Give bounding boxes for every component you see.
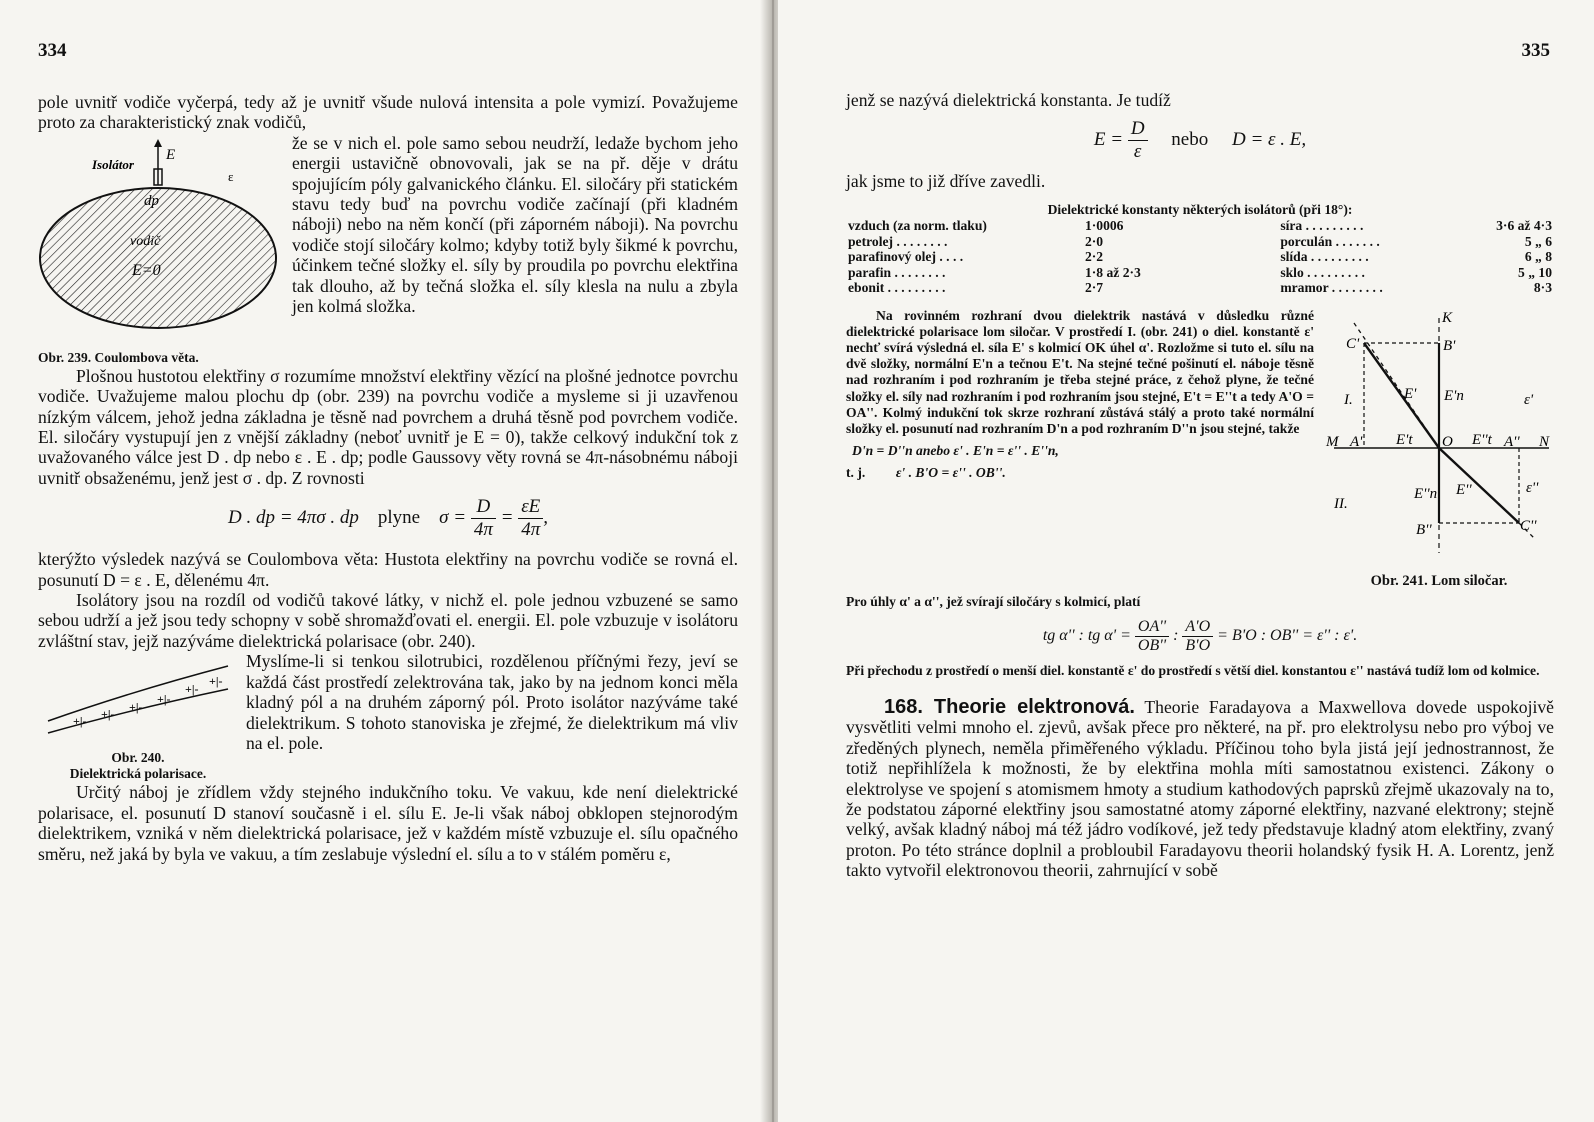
fig239-caption: Obr. 239. Coulombova věta. — [38, 349, 199, 365]
table-cell: petrolej . . . . . . . . — [848, 233, 948, 249]
svg-text:+|-: +|- — [185, 682, 199, 697]
paragraph: Při přechodu z prostředí o menší diel. konstantě ε' do prostředí s větší diel. konstantou ε'' nastává tudíž lom od kolmice. — [846, 662, 1540, 678]
table-cell: porculán . . . . . . . — [1280, 233, 1380, 249]
label-En2: E''n — [1414, 485, 1438, 502]
svg-text:+|-: +|- — [157, 692, 171, 707]
figure-239 — [38, 133, 278, 366]
equation-normal: D'n = D''n anebo ε' . E'n = ε'' . E''n, — [852, 443, 1059, 459]
label-K: K — [1442, 309, 1453, 326]
label-isolator: Isolátor — [92, 156, 134, 172]
table-title: Dielektrické konstanty některých isolátorů (při 18°): — [1047, 201, 1353, 217]
label-M: M — [1326, 433, 1339, 450]
label-A1: A' — [1350, 433, 1363, 450]
table-cell: slída . . . . . . . . . — [1280, 249, 1369, 265]
fig239-block — [38, 133, 738, 366]
label-En1: E'n — [1444, 387, 1464, 404]
paragraph: Určitý náboj je zřídlem vždy stejného indukčního toku. Ve vakuu, kde není dielektrické polarisace, el. posunutí D stanoví současně i el. sílu E. Je-li však náboj obklopen stejnorodým dielektrikem, vzniká v něm dielektrická polarisace, jež v každém místě vzbuzuje el. sílu opačného směru, než jaká by byla ve vakuu, a tím zeslabuje výslední el. sílu a to v stálém poměru ε, — [38, 782, 738, 864]
paragraph: Pro úhly α' a α'', jež svírají siločáry s kolmicí, platí — [846, 593, 1141, 609]
table-cell: 5 „ 6 — [1524, 233, 1552, 249]
paragraph: Myslíme-li si tenkou silotrubici, rozdělenou příčnými řezy, jeví se každá část prostředí zelektrována tak, jako by na jednom konci měla kladný pól a na druhém záporný pól. Proto isolátor nazýváme také dielektrikum. S tohoto stanoviska je zřejmé, že dielektrikum má vliv na el. pole. — [246, 651, 738, 753]
svg-text:+|-: +|- — [209, 674, 223, 689]
fig240-block — [38, 651, 738, 782]
dielectric-constants-table — [846, 218, 1554, 296]
fig241-block — [846, 308, 1554, 590]
fig241-caption: Obr. 241. Lom siločar. — [1370, 572, 1508, 589]
table-cell: sklo . . . . . . . . . — [1280, 264, 1365, 280]
table-cell: 2·7 — [1084, 280, 1104, 296]
equation-tj: t. j. ε' . B'O = ε'' . OB''. — [846, 465, 1006, 481]
table-cell: 6 „ 8 — [1524, 249, 1552, 265]
paragraph: pole uvnitř vodiče vyčerpá, tedy až je uvnitř všude nulová intensita a pole vymizí. Považujeme proto za charakteristický znak vodičů, — [38, 92, 738, 133]
label-C2: C'' — [1520, 517, 1537, 534]
page-number-right: 335 — [1521, 40, 1550, 61]
label-eps2: ε'' — [1526, 479, 1539, 496]
table-cell: 1·0006 — [1084, 218, 1124, 234]
label-E0: E=0 — [132, 261, 161, 279]
table-cell: ebonit . . . . . . . . . — [848, 280, 946, 296]
svg-text:+|-: +|- — [101, 707, 115, 722]
label-B1: B' — [1443, 337, 1456, 354]
paragraph: Isolátory jsou na rozdíl od vodičů takové látky, v nichž el. pole jednou vzbuzené se samo sebou udrží a jež jsou tedy schopny v sobě shromažďovati el. energii. El. pole vzbuzuje v isolátoru zvláštní stav, jejž nazýváme dielektrická polarisace (obr. 240). — [38, 590, 738, 651]
section-heading: 168. Theorie elektronová. — [884, 695, 1135, 718]
table-cell: 8·3 — [1533, 280, 1552, 296]
label-E2: E'' — [1456, 481, 1472, 498]
polarisation-figure — [43, 651, 233, 741]
paragraph: že se v nich el. pole samo sebou neudrží, ledaže bychom jeho energii ustavičně obnovovali, jak se na př. děje v drátu spojujícím póly galvanického článku. El. siločáry při statickém stavu tedy buď na povrchu vodiče začínají (při kladném náboji) nebo na něm končí (při záporném náboji). Na povrchu vodiče stojí siločáry kolmo; kdyby totiž byly šikmé k povrchu, účinkem tečné složky el. síly by proudila po povrchu elektřina tak dlouho, až by tečná složka el. síly klesla na nulu a zbyla jen kolmá složka. — [292, 132, 738, 317]
label-A2: A'' — [1504, 433, 1520, 450]
label-Et2: E''t — [1472, 431, 1492, 448]
label-II: II. — [1334, 495, 1348, 512]
fig240-caption-2: Dielektrická polarisace. — [69, 766, 207, 782]
equation-coulomb: D . dp = 4πσ . dp plyne σ = $\frac{D}{4\pi}$ = $\frac{\varepsilon E}{4\pi}$ , — [227, 496, 549, 541]
label-E1: E' — [1404, 385, 1417, 402]
label-O: O — [1442, 433, 1453, 450]
right-page — [778, 0, 1594, 1122]
figure-240 — [38, 651, 238, 782]
table-cell: 2·0 — [1084, 233, 1104, 249]
label-E: E — [166, 146, 176, 163]
label-vodic: vodič — [130, 233, 161, 249]
table-cell: 1·8 až 2·3 — [1084, 264, 1141, 280]
paragraph: Plošnou hustotou elektřiny σ rozumíme množství elektřiny vězící na plošné jednotce povrchu vodiče. Uvažujeme malou plochu dp (obr. 239) na povrchu vodiče a mysleme si ji uzavřenou nízkým válcem, jehož jedna základna je těsně nad povrchem a druhá těsně pod povrchem vodiče. El. siločáry vystupují jen z vnější základny (neboť uvnitř je E = 0), takže celkový indukční tok z uvažovaného válce jest D . dp nebo ε . E . dp; podle Gaussovy věty rovná se 4π-násobnému náboji uvnitř obsaženému, jenž jest σ . dp. Z rovnosti — [38, 365, 738, 488]
label-I: I. — [1344, 391, 1353, 408]
table-cell: 3·6 až 4·3 — [1496, 218, 1552, 234]
label-C1: C' — [1346, 335, 1360, 352]
label-N: N — [1539, 433, 1550, 450]
left-page — [0, 0, 770, 1122]
table-row — [846, 218, 1554, 234]
section-168 — [846, 697, 1554, 881]
paragraph: jenž se nazývá dielektrická konstanta. Je tudíž — [846, 90, 1171, 110]
paragraph: kterýžto výsledek nazývá se Coulombova věta: Hustota elektřiny na povrchu vodiče se rovná el. posunutí D = ε . E, dělenému 4π. — [38, 549, 738, 590]
table-cell: vzduch (za norm. tlaku) — [848, 218, 987, 234]
label-eps1: ε' — [1524, 391, 1534, 408]
label-Et: E't — [1396, 431, 1413, 448]
equation-tangent: tg α'' : tg α' = $\frac{OA''}{OB''}$ : $\frac{A'O}{B'O}$ = B'O : OB'' = ε'' : ε'. — [1042, 617, 1358, 654]
paragraph: Na rovinném rozhraní dvou dielektrik nastává v důsledku různé dielektrické polarisace lom siločar. V prostředí I. (obr. 241) o diel. konstantě ε' nechť svírá výsledná el. síla E' s kolmicí OK úhel α'. Rozložme si tuto el. sílu na dvě složky, normální E'n a tečnou E't. Na stejné tečné pošinutí el. náboje těsně nad rozhraním i pod rozhraním je třeba stejné práce, z čehož plyne, že tečné složky el. síly nad rozhraním i pod rozhraním jsou stejné, E't = E''t a tedy A'O = OA''. Kolmý indukční tok skrze rozhraní zůstává stálý a proto také normální složky el. posunutí nad rozhraním D'n a pod rozhraním D''n jsou stejné, takže — [846, 307, 1314, 436]
paragraph: Theorie Faradayova a Maxwellova dovede uspokojivě vysvětliti velmi mnoho el. zjevů, avšak přece pro některé, na př. pro elektrolysu nebo pro výboj ve zředěných plynech, neměla přiměřeného výkladu. Příčinou toho byla jistá její jednostrannost, že totiž nepřihlížela k možnosti, že by elektřina mohla míti samostatnou existenci. Zákony o elektrolyse ve spojení s atomismem hmoty a studium kathodových paprsků zřejmě ukazovaly na to, že podstatou záporné elektřiny jsou samostatné atomy záporné elektřiny, nazvané elektrony; stejně velký, avšak kladný náboj má též jádro vodíkové, jež tedy představuje kladný atom elektřiny, zvaný proton. Po této stránce doplnil a probloubil Faradayovu theorii holandský fysik H. A. Lorentz, jenž takto vytvořil elektronovou theorii, zahrnující v sobě — [846, 696, 1554, 881]
table-row — [846, 265, 1554, 281]
paragraph: jak jsme to již dříve zavedli. — [846, 171, 1046, 192]
refraction-figure — [1324, 308, 1554, 568]
table-cell: 5 „ 10 — [1518, 264, 1552, 280]
table-cell: 2·2 — [1084, 249, 1104, 265]
label-eps: ε — [228, 168, 234, 184]
label-B2: B'' — [1416, 521, 1432, 538]
svg-text:+|-: +|- — [73, 714, 87, 729]
label-dp: dp — [144, 192, 159, 209]
table-cell: mramor . . . . . . . . — [1280, 280, 1383, 296]
table-row — [846, 280, 1554, 296]
fig240-caption-1: Obr. 240. — [111, 750, 165, 766]
coulomb-figure — [38, 133, 278, 343]
page-number-left: 334 — [38, 40, 67, 61]
table-row — [846, 249, 1554, 265]
figure-241 — [1324, 308, 1554, 590]
table-cell: síra . . . . . . . . . — [1280, 218, 1364, 234]
svg-text:+|-: +|- — [129, 700, 143, 715]
table-cell: parafin . . . . . . . . — [848, 264, 946, 280]
equation-dielectric: E = $\frac{D}{\varepsilon}$ nebo D = ε . E, — [1093, 118, 1307, 163]
table-cell: parafinový olej . . . . — [848, 249, 964, 265]
table-row — [846, 234, 1554, 250]
